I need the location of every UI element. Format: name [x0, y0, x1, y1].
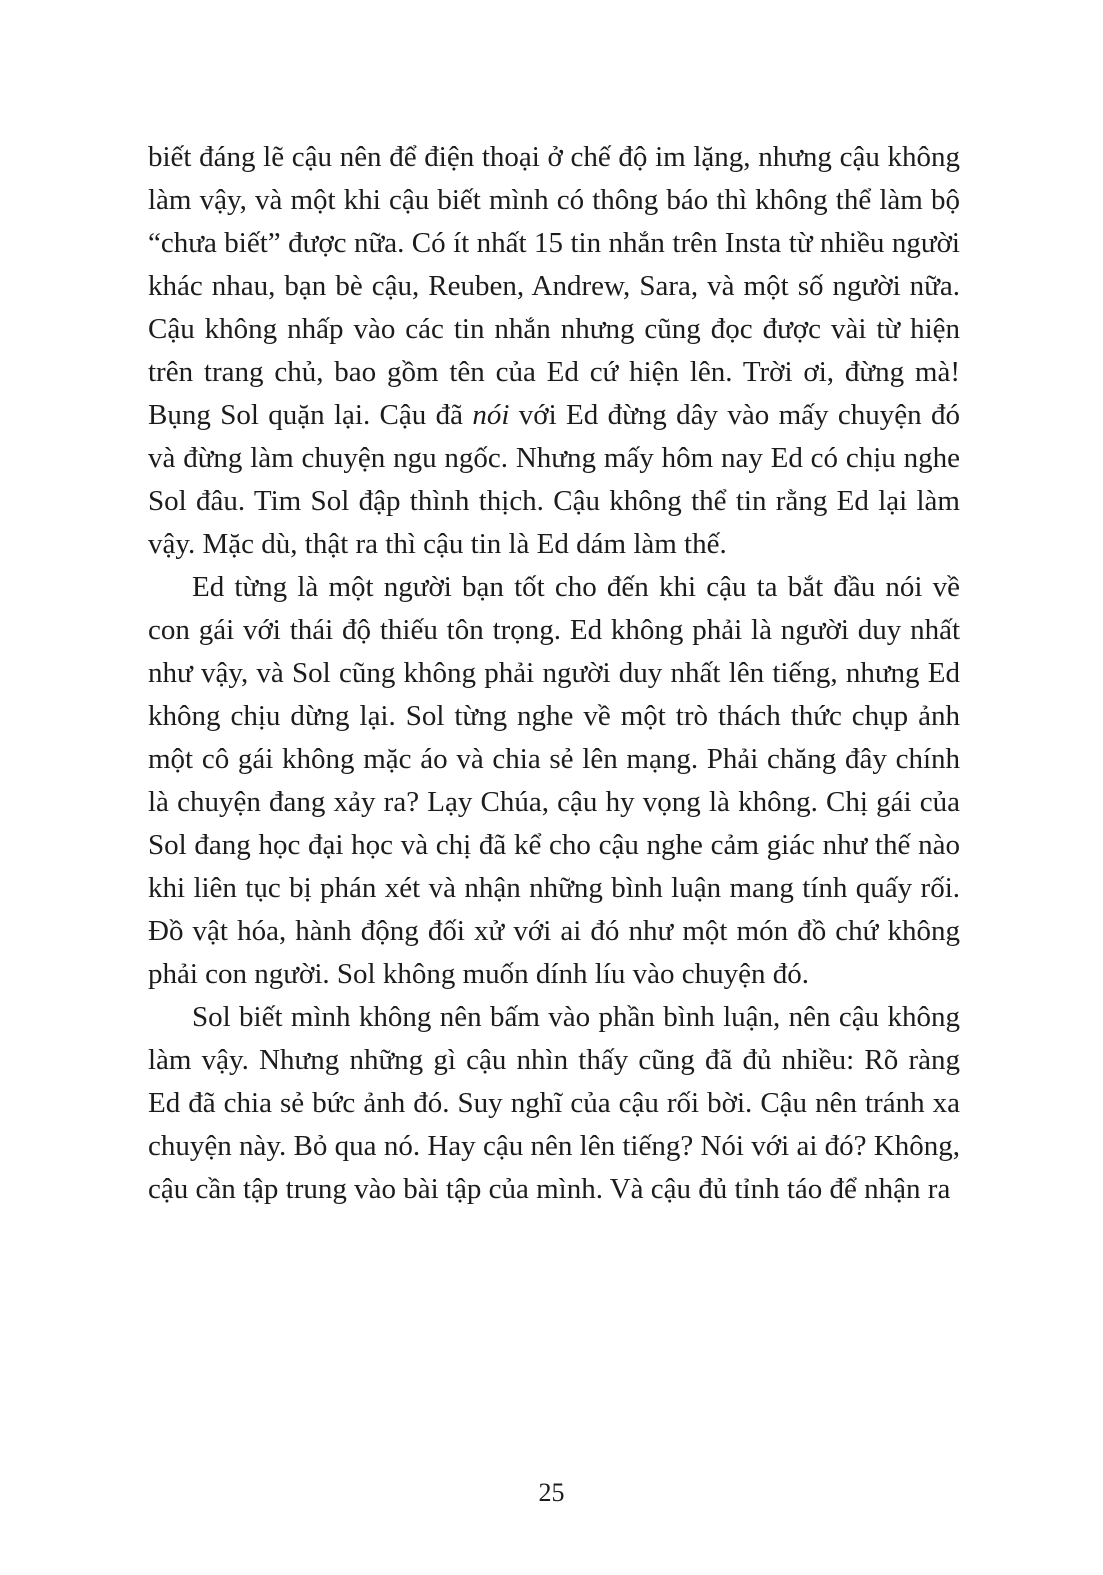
- body-text: [148, 136, 960, 1211]
- paragraph-1: [148, 136, 960, 566]
- paragraph-3: Sol biết mình không nên bấm vào phần bình luận, nên cậu không làm vậy. Nhưng những gì cậu nhìn thấy cũng đã đủ nhiều: Rõ ràng Ed đã chia sẻ bức ảnh đó. Suy nghĩ của cậu rối bời. Cậu nên tránh xa chuyện này. Bỏ qua nó. Hay cậu nên lên tiếng? Nói với ai đó? Không, cậu cần tập trung vào bài tập của mình. Và cậu đủ tỉnh táo để nhận ra: [148, 1001, 960, 1205]
- paragraph-1-italic-word: nói: [472, 399, 510, 431]
- paragraph-2: Ed từng là một người bạn tốt cho đến khi cậu ta bắt đầu nói về con gái với thái độ thiếu tôn trọng. Ed không phải là người duy nhất như vậy, và Sol cũng không phải người duy nhất lên tiếng, nhưng Ed không chịu dừng lại. Sol từng nghe về một trò thách thức chụp ảnh một cô gái không mặc áo và chia sẻ lên mạng. Phải chăng đây chính là chuyện đang xảy ra? Lạy Chúa, cậu hy vọng là không. Chị gái của Sol đang học đại học và chị đã kể cho cậu nghe cảm giác như thế nào khi liên tục bị phán xét và nhận những bình luận mang tính quấy rối. Đồ vật hóa, hành động đối xử với ai đó như một món đồ chứ không phải con người. Sol không muốn dính líu vào chuyện đó.: [148, 571, 960, 990]
- paragraph-1-run-1: biết đáng lẽ cậu nên để điện thoại ở chế độ im lặng, nhưng cậu không làm vậy, và một khi cậu biết mình có thông báo thì không thể làm bộ “chưa biết” được nữa. Có ít nhất 15 tin nhắn trên Insta từ nhiều người khác nhau, bạn bè cậu, Reuben, Andrew, Sara, và một số người nữa. Cậu không nhấp vào các tin nhắn nhưng cũng đọc được vài từ hiện trên trang chủ, bao gồm tên của Ed cứ hiện lên. Trời ơi, đừng mà! Bụng Sol quặn lại. Cậu đã: [148, 141, 960, 431]
- page-number: 25: [538, 1478, 565, 1507]
- paragraph-1-run-2: với Ed đừng dây vào mấy chuyện đó và đừng làm chuyện ngu ngốc. Nhưng mấy hôm nay Ed có chịu nghe Sol đâu. Tim Sol đập thình thịch. Cậu không thể tin rằng Ed lại làm vậy. Mặc dù, thật ra thì cậu tin là Ed dám làm thế.: [148, 399, 960, 560]
